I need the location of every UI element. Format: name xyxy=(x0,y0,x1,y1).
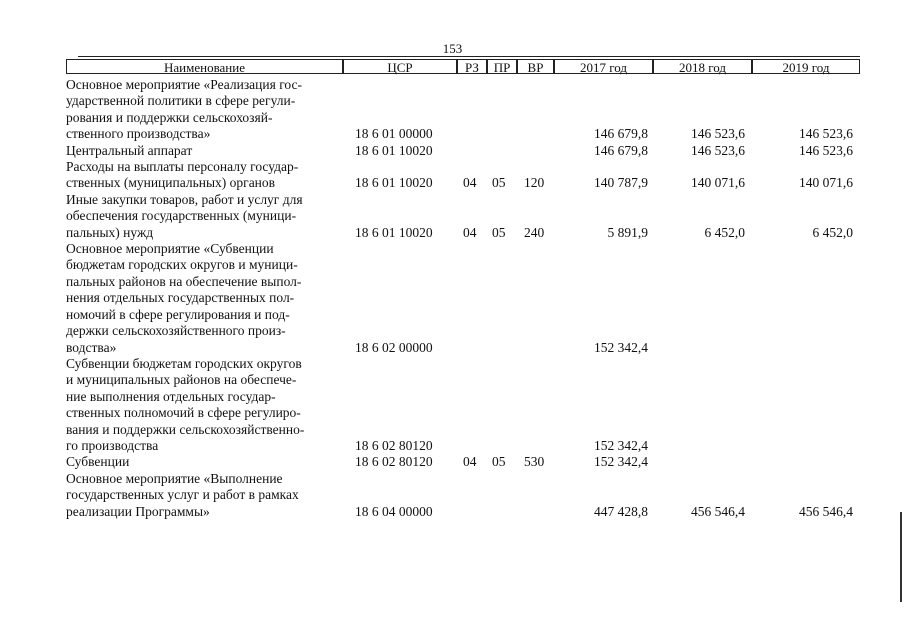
row-2019: 6 452,0 xyxy=(812,224,853,240)
row-2018: 146 523,6 xyxy=(691,142,745,158)
table-row xyxy=(66,192,856,241)
row-csr: 18 6 01 00000 xyxy=(355,126,433,142)
row-csr: 18 6 04 00000 xyxy=(355,503,433,519)
table-row xyxy=(66,356,856,454)
header-rule xyxy=(78,56,860,57)
row-2017: 5 891,9 xyxy=(607,224,648,240)
row-2018: 140 071,6 xyxy=(691,175,745,191)
row-2017: 152 342,4 xyxy=(594,437,648,453)
row-name: Центральный аппарат xyxy=(66,142,193,158)
row-2017: 146 679,8 xyxy=(594,142,648,158)
row-csr: 18 6 01 10020 xyxy=(355,142,433,158)
row-2019: 456 546,4 xyxy=(799,503,853,519)
row-csr: 18 6 02 80120 xyxy=(355,454,433,470)
row-2019: 146 523,6 xyxy=(799,142,853,158)
row-csr: 18 6 01 10020 xyxy=(355,224,433,240)
header-csr: ЦСР xyxy=(343,59,457,74)
table-row xyxy=(66,454,856,470)
row-2017: 140 787,9 xyxy=(594,175,648,191)
row-name: Иные закупки товаров, работ и услуг для обеспечения государственных (муници- пальных) нужд xyxy=(66,191,303,240)
row-2019: 140 071,6 xyxy=(799,175,853,191)
scan-edge-mark xyxy=(900,512,902,602)
row-rz: 04 xyxy=(463,224,477,240)
row-2017: 152 342,4 xyxy=(594,339,648,355)
table-row xyxy=(66,241,856,356)
row-2017: 447 428,8 xyxy=(594,503,648,519)
table-row xyxy=(66,77,856,143)
header-pr: ПР xyxy=(487,59,517,74)
row-csr: 18 6 01 10020 xyxy=(355,175,433,191)
row-vr: 530 xyxy=(524,454,545,470)
row-csr: 18 6 02 80120 xyxy=(355,437,433,453)
row-vr: 120 xyxy=(524,175,545,191)
row-2018: 456 546,4 xyxy=(691,503,745,519)
page-number: 153 xyxy=(442,41,463,56)
row-pr: 05 xyxy=(492,175,506,191)
header-vr: ВР xyxy=(517,59,554,74)
header-2019: 2019 год xyxy=(752,59,860,74)
row-pr: 05 xyxy=(492,454,506,470)
header-name: Наименование xyxy=(66,59,343,74)
table-row xyxy=(66,471,856,520)
row-2017: 146 679,8 xyxy=(594,126,648,142)
row-2017: 152 342,4 xyxy=(594,454,648,470)
header-rz: РЗ xyxy=(457,59,487,74)
table-body xyxy=(66,77,856,520)
row-2018: 6 452,0 xyxy=(704,224,745,240)
table-row xyxy=(66,143,856,159)
row-name: Субвенции бюджетам городских округов и муниципальных районов на обеспече- ние выполнения отдельных государ- ственных полномочий в сфере регулиро- вания и поддержки сельскохозяйственно- го производства xyxy=(66,355,305,453)
row-name: Субвенции xyxy=(66,454,130,470)
row-2019: 146 523,6 xyxy=(799,126,853,142)
table-row xyxy=(66,159,856,192)
row-name: Основное мероприятие «Выполнение государственных услуг и работ в рамках реализации Программы» xyxy=(66,470,299,519)
header-2018: 2018 год xyxy=(653,59,752,74)
row-vr: 240 xyxy=(524,224,545,240)
header-2017: 2017 год xyxy=(554,59,653,74)
row-pr: 05 xyxy=(492,224,506,240)
row-2018: 146 523,6 xyxy=(691,126,745,142)
row-rz: 04 xyxy=(463,454,477,470)
row-name: Расходы на выплаты персоналу государ- ственных (муниципальных) органов xyxy=(66,159,299,191)
row-csr: 18 6 02 00000 xyxy=(355,339,433,355)
row-name: Основное мероприятие «Реализация гос- ударственной политики в сфере регули- рования и поддержки сельскохозяй- ственного производства» xyxy=(66,77,302,142)
row-name: Основное мероприятие «Субвенции бюджетам городских округов и муници- пальных районов на обеспечение выпол- нения отдельных государственных пол- номочий в сфере регулирования и под- держки сельскохозяйственного произ- водства» xyxy=(66,241,302,355)
row-rz: 04 xyxy=(463,175,477,191)
